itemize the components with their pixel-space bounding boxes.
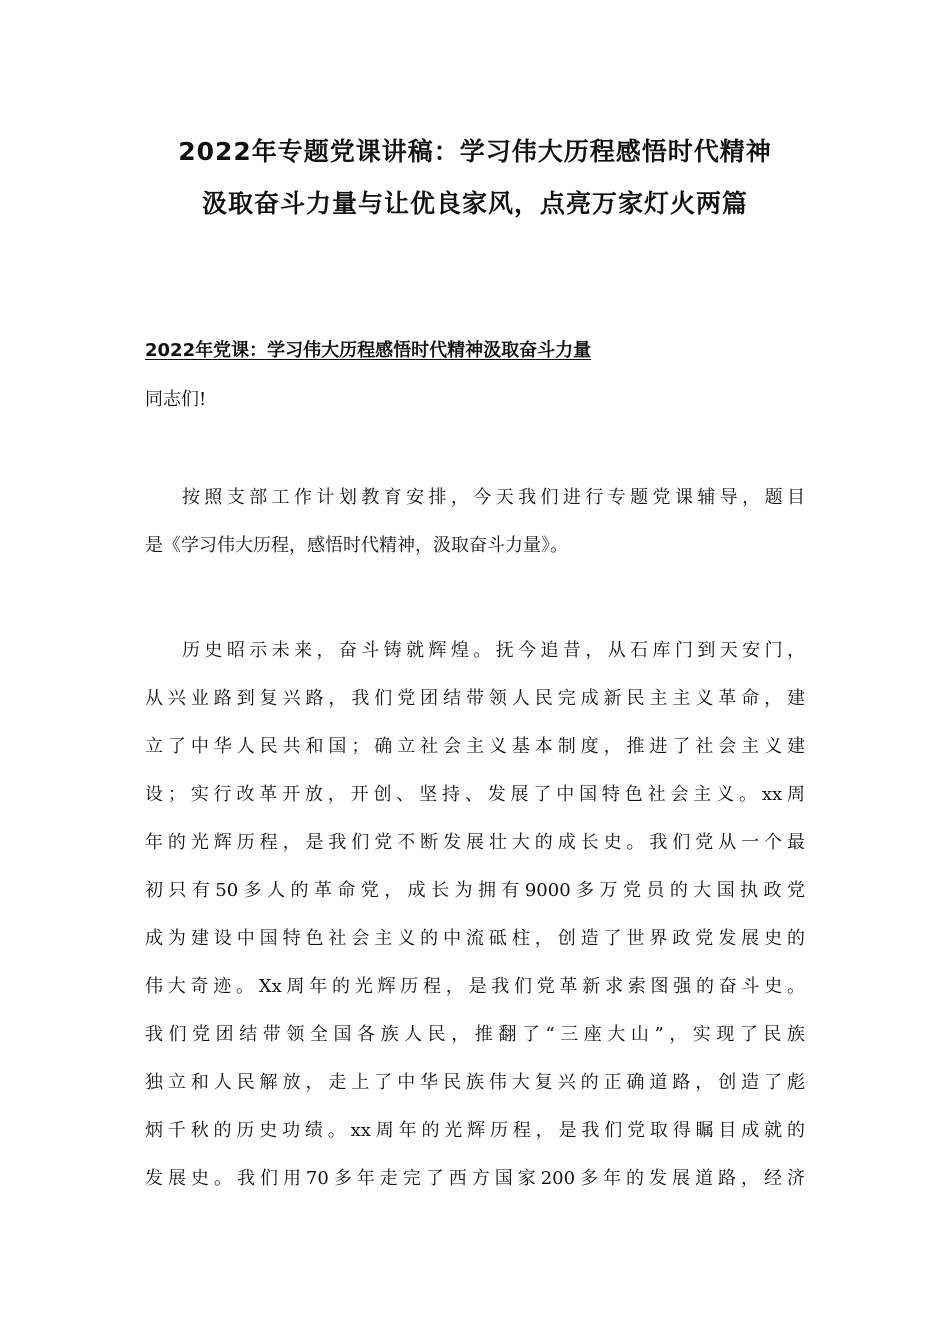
paragraph-line: 按照支部工作计划教育安排，今天我们进行专题党课辅导，题目 [182, 487, 805, 508]
document-title [120, 126, 830, 230]
paragraph-line: 立了中华人民共和国；确立社会主义基本制度，推进了社会主义建 [145, 736, 805, 757]
paragraph-line: 独立和人民解放，走上了中华民族伟大复兴的正确道路，创造了彪 [145, 1072, 805, 1093]
paragraph-line: 是《学习伟大历程，感悟时代精神，汲取奋斗力量》。 [145, 535, 568, 556]
paragraph-line: 初只有50多人的革命党，成长为拥有9000多万党员的大国执政党 [145, 880, 805, 901]
document-title-line-1: 2022年专题党课讲稿：学习伟大历程感悟时代精神 [178, 137, 772, 166]
paragraph-line: 设；实行改革开放，开创、坚持、发展了中国特色社会主义。xx周 [145, 784, 805, 805]
paragraph-intro [145, 474, 805, 570]
paragraph-line: 历史昭示未来，奋斗铸就辉煌。抚今追昔，从石库门到天安门， [182, 640, 805, 661]
section-heading: 2022年党课：学习伟大历程感悟时代精神汲取奋斗力量 [145, 340, 592, 361]
paragraph-line: 成为建设中国特色社会主义的中流砥柱，创造了世界政党发展史的 [145, 928, 805, 949]
paragraph-history [145, 627, 805, 1203]
paragraph-line: 伟大奇迹。Xx周年的光辉历程，是我们党革新求索图强的奋斗史。 [145, 976, 805, 997]
salutation: 同志们! [145, 389, 207, 410]
document-title-line-2: 汲取奋斗力量与让优良家风，点亮万家灯火两篇 [201, 189, 748, 218]
paragraph-line: 从兴业路到复兴路，我们党团结带领人民完成新民主主义革命，建 [145, 688, 805, 709]
paragraph-line: 发展史。我们用70多年走完了西方国家200多年的发展道路，经济 [145, 1168, 805, 1189]
paragraph-line: 年的光辉历程，是我们党不断发展壮大的成长史。我们党从一个最 [145, 832, 805, 853]
paragraph-line: 我们党团结带领全国各族人民，推翻了“三座大山”，实现了民族 [145, 1024, 805, 1045]
paragraph-line: 炳千秋的历史功绩。xx周年的光辉历程，是我们党取得瞩目成就的 [145, 1120, 805, 1141]
